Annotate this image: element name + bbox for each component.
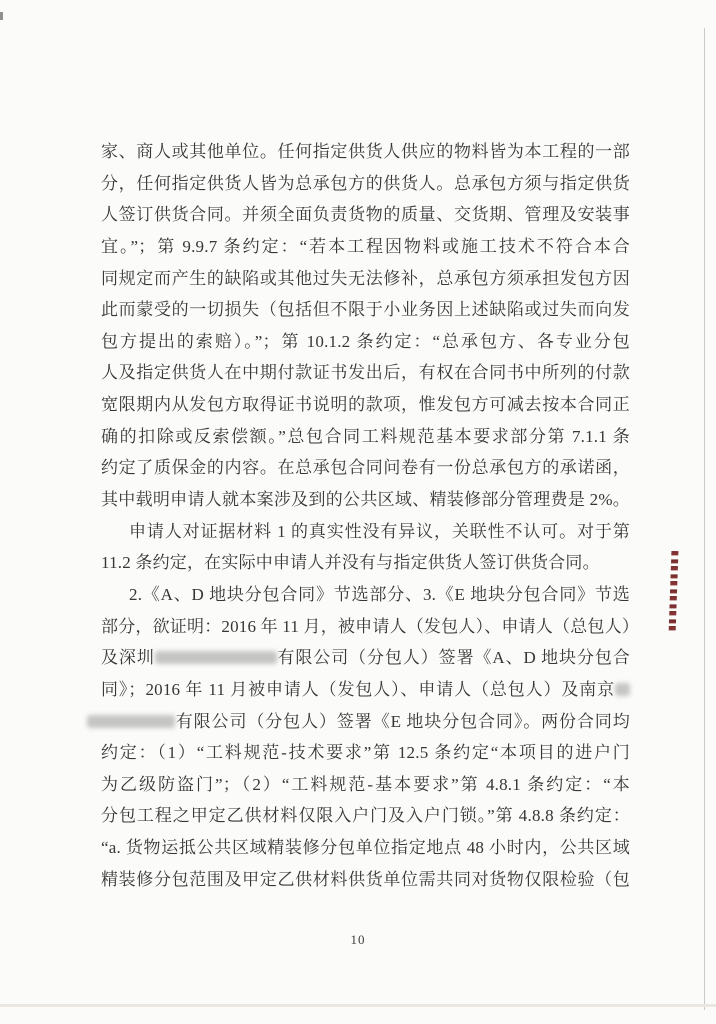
text-segment: 2.《A、D 地块分包合同》节选部分、3.《E 地块分包合同》节选 bbox=[129, 584, 630, 604]
text-line bbox=[101, 452, 630, 484]
text-line bbox=[101, 800, 630, 832]
text-line bbox=[101, 706, 630, 738]
page-number: 10 bbox=[350, 932, 366, 947]
text-segment: 约定：（1）“工料规范-技术要求”第 12.5 条约定“本项目的进户门 bbox=[101, 743, 630, 763]
text-segment: 同》；2016 年 11 月被申请人（发包人）、申请人（总包人）及南京 bbox=[101, 679, 615, 699]
text-segment: “a. 货物运抵公共区域精装修分包单位指定地点 48 小时内，公共区域 bbox=[101, 838, 630, 858]
text-line bbox=[101, 263, 630, 295]
text-segment: 约定了质保金的内容。在总承包合同问卷有一份总承包方的承诺函， bbox=[101, 458, 630, 478]
text-line bbox=[101, 832, 630, 864]
text-segment: 有限公司（分包人）签署《A、D 地块分包合 bbox=[276, 648, 630, 668]
text-segment: 宜。”；第 9.9.7 条约定：“若本工程因物料或施工技术不符合本合 bbox=[101, 236, 630, 256]
text-line bbox=[101, 421, 630, 453]
text-line bbox=[101, 547, 630, 579]
scan-mark-top-left bbox=[0, 12, 3, 20]
scan-edge-line-bottom bbox=[0, 1004, 716, 1007]
text-line bbox=[101, 389, 630, 421]
text-segment: 宽限期内从发包方取得证书说明的款项，惟发包方可减去按本合同正 bbox=[101, 395, 630, 415]
document-body bbox=[101, 136, 640, 895]
margin-stamp-marks bbox=[669, 551, 679, 634]
text-line bbox=[101, 516, 630, 548]
text-line bbox=[101, 357, 630, 389]
text-line bbox=[101, 231, 630, 263]
redacted-text bbox=[615, 683, 630, 696]
text-segment: 为乙级防盗门”；（2）“工料规范-基本要求”第 4.8.1 条约定：“本 bbox=[101, 774, 630, 794]
text-line bbox=[101, 737, 630, 769]
text-line bbox=[101, 168, 630, 200]
scan-edge-line-right bbox=[704, 28, 705, 1010]
redacted-text bbox=[155, 651, 277, 664]
text-segment: 及深圳 bbox=[101, 648, 155, 668]
text-line bbox=[101, 326, 630, 358]
text-segment: 分包工程之甲定乙供材料仅限入户门及入户门锁。”第 4.8.8 条约定： bbox=[101, 806, 630, 826]
text-segment: 同规定而产生的缺陷或其他过失无法修补，总承包方须承担发包方因 bbox=[101, 268, 630, 288]
text-line bbox=[101, 642, 630, 674]
text-segment: 分，任何指定供货人皆为总承包方的供货人。总承包方须与指定供货 bbox=[101, 173, 630, 193]
text-segment: 部分，欲证明：2016 年 11 月，被申请人（发包人）、申请人（总包人） bbox=[101, 616, 640, 636]
text-segment: 其中载明申请人就本案涉及到的公共区域、精装修部分管理费是 2%。 bbox=[101, 490, 630, 510]
text-segment: 家、商人或其他单位。任何指定供货人供应的物料皆为本工程的一部 bbox=[101, 142, 630, 161]
text-segment: 人及指定供货人在中期付款证书发出后，有权在合同书中所列的付款 bbox=[101, 363, 630, 383]
text-line bbox=[101, 864, 630, 896]
text-line bbox=[101, 199, 630, 231]
text-line bbox=[101, 769, 630, 801]
text-line bbox=[101, 579, 630, 611]
redacted-text bbox=[87, 715, 175, 728]
text-line bbox=[101, 484, 630, 516]
text-segment: 申请人对证据材料 1 的真实性没有异议，关联性不认可。对于第 bbox=[129, 521, 630, 541]
text-line bbox=[101, 611, 640, 643]
text-line bbox=[101, 674, 630, 706]
text-line bbox=[101, 136, 630, 168]
text-segment: 有限公司（分包人）签署《E 地块分包合同》。两份合同均 bbox=[175, 711, 630, 731]
text-segment: 人签订供货合同。并须全面负责货物的质量、交货期、管理及安装事 bbox=[101, 205, 630, 225]
text-segment: 精装修分包范围及甲定乙供材料供货单位需共同对货物仅限检验（包 bbox=[101, 869, 630, 889]
text-segment: 此而蒙受的一切损失（包括但不限于小业务因上述缺陷或过失而向发 bbox=[101, 300, 630, 320]
text-segment: 11.2 条约定，在实际中申请人并没有与指定供货人签订供货合同。 bbox=[101, 553, 600, 573]
text-segment: 包方提出的索赔）。”；第 10.1.2 条约定：“总承包方、各专业分包 bbox=[101, 331, 630, 351]
text-segment: 确的扣除或反索偿额。”总包合同工料规范基本要求部分第 7.1.1 条 bbox=[101, 426, 630, 446]
text-line bbox=[101, 294, 630, 326]
